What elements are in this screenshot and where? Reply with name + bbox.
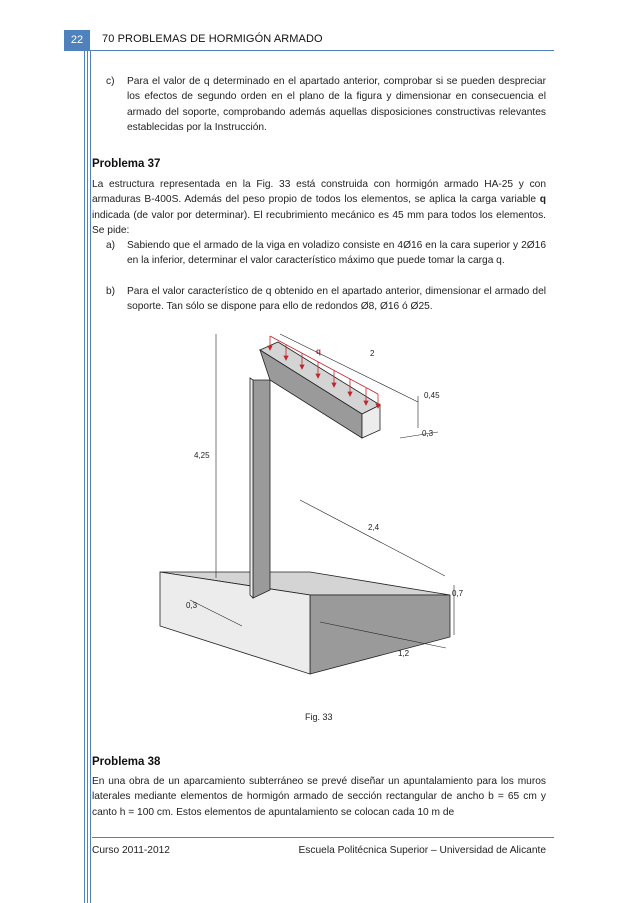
figure-33-structure bbox=[150, 330, 480, 675]
dim-beam-width: 0,3 bbox=[422, 429, 434, 438]
intro-q: q bbox=[539, 194, 546, 206]
dim-footing-width: 1,2 bbox=[398, 649, 410, 658]
page-number: 22 bbox=[64, 30, 90, 50]
item-text: Sabiendo que el armado de la viga en voladizo consiste en 4Ø16 en la cara superior y 2Ø16 en la inferior, determinar el valor característico máximo que puede tomar la carga q. bbox=[127, 240, 546, 267]
column-side-face bbox=[253, 380, 270, 598]
dim-column: 0,3 bbox=[186, 601, 198, 610]
dim-cantilever: 2 bbox=[370, 349, 375, 358]
book-title: 70 PROBLEMAS DE HORMIGÓN ARMADO bbox=[102, 33, 323, 45]
item-text: Para el valor de q determinado en el apartado anterior, comprobar si se pueden despreciar los efectos de segundo orden en el plano de la figura y dimensionar en consecuencia el armado del soporte, comprobando además aquellas disposiciones constructivas relevantes establecidas por la Instrucción. bbox=[127, 76, 546, 133]
dim-height: 4,25 bbox=[194, 451, 210, 460]
intro-text-2: indicada (de valor por determinar). El recubrimiento mecánico es 45 mm para todos los elementos. Se pide: bbox=[92, 209, 546, 236]
column-front-face bbox=[250, 378, 253, 598]
item-text: Para el valor característico de q obtenido en el apartado anterior, dimensionar el armado del soporte. Tan sólo se dispone para ello de redondos Ø8, Ø16 ó Ø25. bbox=[127, 286, 546, 313]
margin-rule-3 bbox=[90, 50, 91, 903]
problem-37-title: Problema 37 bbox=[92, 158, 161, 170]
dim-footing-depth: 0,7 bbox=[452, 589, 464, 598]
item-label: b) bbox=[106, 286, 116, 297]
header-rule bbox=[64, 50, 554, 51]
load-label: q bbox=[316, 347, 321, 356]
footer-institution: Escuela Politécnica Superior – Universidad de Alicante bbox=[298, 845, 546, 856]
intro-text-1: La estructura representada en la Fig. 33 está construida con hormigón armado HA-25 y con armaduras B-400S. Además del peso propio de todos los elementos, se aplica la carga variable bbox=[92, 179, 546, 206]
item-label: a) bbox=[106, 240, 116, 251]
problem-38-title: Problema 38 bbox=[92, 756, 161, 768]
list-item-a bbox=[106, 238, 546, 284]
dim-footing-length: 2,4 bbox=[368, 523, 380, 532]
footer-rule bbox=[92, 837, 554, 838]
item-label: c) bbox=[106, 76, 115, 87]
margin-rule-2 bbox=[87, 50, 88, 903]
dim-beam-depth: 0,45 bbox=[424, 391, 440, 400]
figure-caption: Fig. 33 bbox=[305, 712, 333, 722]
problem-37-intro bbox=[92, 177, 546, 238]
margin-rule-1 bbox=[84, 50, 85, 903]
problem-38-text: En una obra de un aparcamiento subterráneo se prevé diseñar un apuntalamiento para los muros laterales mediante elementos de hormigón armado de sección rectangular de ancho b = 65 cm y canto h = 100 cm. Estos elementos de apuntalamiento se colocan cada 10 m de bbox=[92, 776, 546, 818]
footer-course: Curso 2011-2012 bbox=[92, 845, 170, 856]
